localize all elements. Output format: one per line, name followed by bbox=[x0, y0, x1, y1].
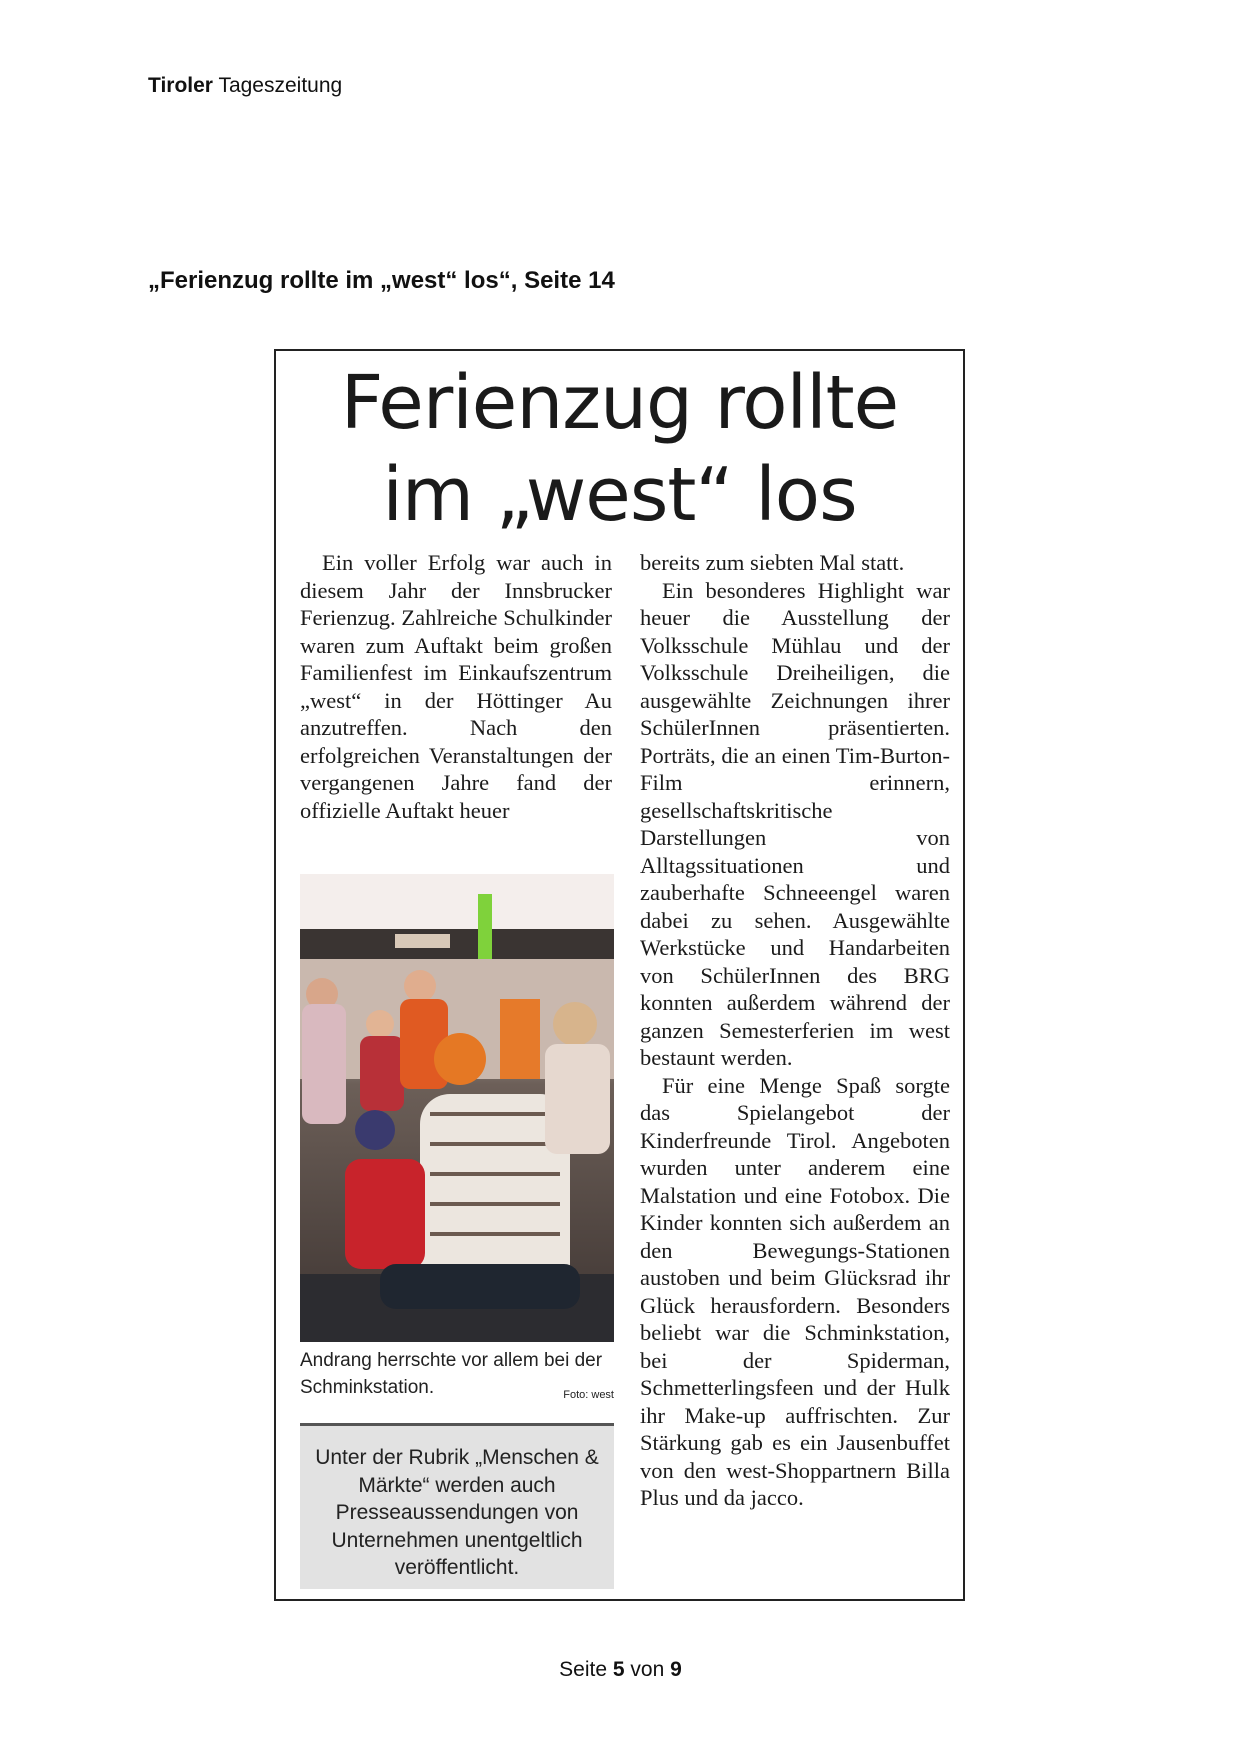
article-paragraph: Für eine Menge Spaß sorgte das Spielangebot der Kinderfreunde Tirol. Angeboten wurden unter anderem eine Malstation und eine Fotobox. Die Kinder konnten sich außerdem an den Bewegungs-Stationen austoben und beim Glücksrad ihr Glück herausfordern. Besonders beliebt war die Schminkstation, bei der Spiderman, Schmetterlingsfeen und der Hulk ihr Make-up auffrischten. Zur Stärkung gab es ein Jausenbuffet von den west-Shoppartnern Billa Plus und da jacco. bbox=[640, 1072, 950, 1510]
article-headline bbox=[276, 357, 963, 541]
photo-illustration bbox=[300, 874, 614, 1342]
publication-name-rest: Tageszeitung bbox=[218, 74, 343, 97]
headline-line-2: im „west“ los bbox=[382, 452, 857, 538]
article-paragraph: Ein besonderes Highlight war heuer die Ausstellung der Volksschule Mühlau und der Volksschule Dreiheiligen, die ausgewählte Zeichnungen ihrer SchülerInnen präsentierten. Porträts, die an einen Tim-Burton-Film erinnern, gesellschaftskritische Darstellungen von Alltagssituationen und zauberhafte Schneeengel waren dabei zu sehen. Ausgewählte Werkstücke und Handarbeiten von SchülerInnen des BRG konnten außerdem während der ganzen Semesterferien im west bestaunt werden. bbox=[640, 577, 950, 1070]
caption-text: Andrang herrschte vor allem bei der Schminkstation. bbox=[300, 1350, 603, 1398]
headline-line-1: Ferienzug rollte bbox=[340, 360, 899, 446]
article-paragraph: Ein voller Erfolg war auch in diesem Jahr der Innsbrucker Ferienzug. Zahlreiche Schulkinder waren zum Auftakt beim großen Familienfest im Einkaufszentrum „west“ in der Höttinger Au anzutreffen. Nach den erfolgreichen Veranstaltungen der vergangenen Jahre fand der offizielle Auftakt heuer bbox=[300, 550, 612, 823]
article-column-left bbox=[300, 549, 612, 824]
article-column-right bbox=[640, 549, 950, 1512]
footer-middle: von bbox=[630, 1658, 665, 1681]
page-footer bbox=[0, 1658, 1241, 1682]
photo-credit: Foto: west bbox=[563, 1389, 614, 1401]
photo-caption bbox=[300, 1347, 614, 1409]
article-photo bbox=[300, 874, 614, 1342]
publication-name-bold: Tiroler bbox=[148, 74, 213, 97]
current-page-number: 5 bbox=[612, 1658, 625, 1681]
footer-prefix: Seite bbox=[559, 1658, 608, 1681]
info-box: Unter der Rubrik „Menschen & Märkte“ werden auch Presseaussendungen von Unternehmen unentgeltlich veröffentlicht. bbox=[300, 1423, 614, 1589]
publication-header bbox=[148, 74, 342, 98]
article-paragraph: bereits zum siebten Mal statt. bbox=[640, 550, 905, 575]
total-page-number: 9 bbox=[670, 1658, 682, 1681]
article-reference-title: „Ferienzug rollte im „west“ los“, Seite 14 bbox=[148, 267, 615, 294]
newspaper-clipping bbox=[274, 349, 965, 1601]
